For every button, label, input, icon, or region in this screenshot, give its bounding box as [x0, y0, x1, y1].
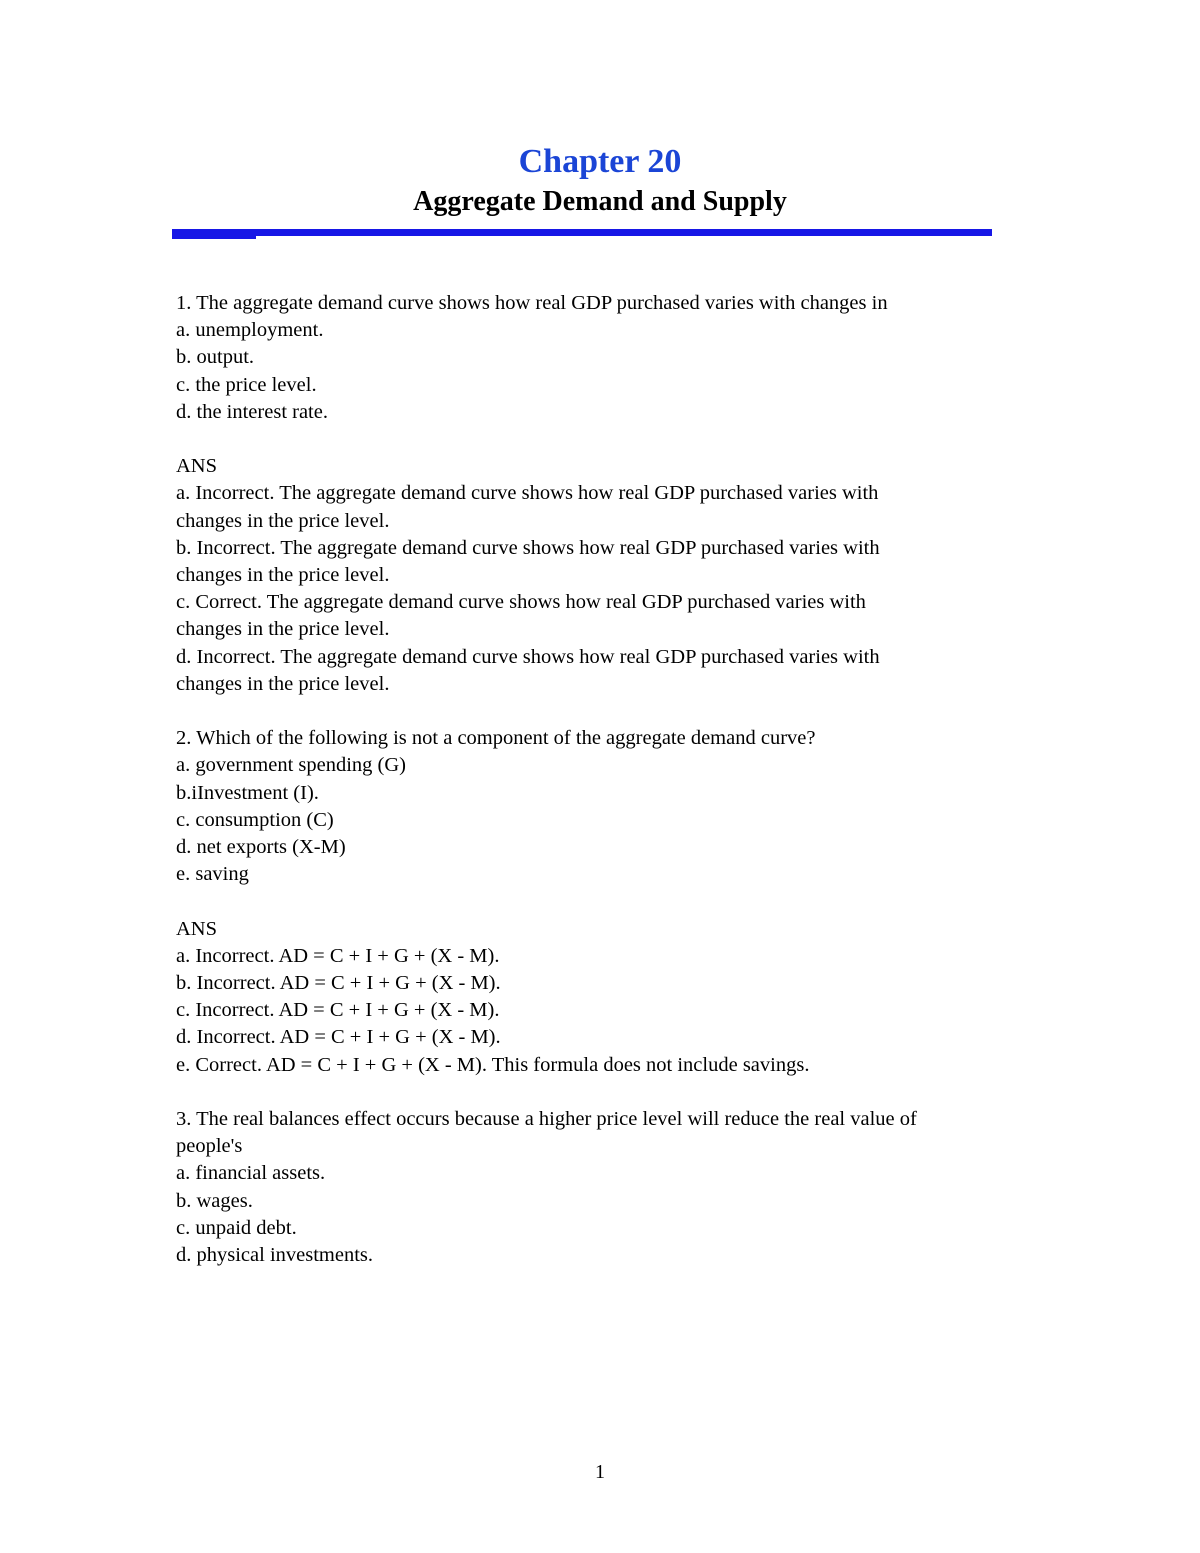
- answer-line: d. Incorrect. The aggregate demand curve shows how real GDP purchased varies with: [176, 645, 880, 668]
- answer-line: e. Correct. AD = C + I + G + (X - M). This formula does not include savings.: [176, 1053, 810, 1076]
- answer-line: b. Incorrect. The aggregate demand curve shows how real GDP purchased varies with: [176, 536, 880, 559]
- title-rule: [172, 229, 992, 236]
- answer-line: changes in the price level.: [176, 564, 390, 587]
- question-stem: 1. The aggregate demand curve shows how real GDP purchased varies with changes in: [176, 292, 888, 314]
- question-stem: 3. The real balances effect occurs because a higher price level will reduce the real value of: [176, 1108, 917, 1131]
- answer-heading: ANS: [176, 917, 218, 940]
- document-body: [176, 290, 1016, 1269]
- option: d. net exports (X-M): [176, 836, 346, 859]
- option: a. financial assets.: [176, 1162, 326, 1185]
- answer-line: c. Correct. The aggregate demand curve shows how real GDP purchased varies with: [176, 591, 866, 614]
- option: b. wages.: [176, 1189, 253, 1212]
- option: b.iInvestment (I).: [176, 781, 319, 804]
- chapter-subtitle: Aggregate Demand and Supply: [413, 186, 787, 217]
- answer-line: a. Incorrect. The aggregate demand curve shows how real GDP purchased varies with: [176, 482, 879, 505]
- option: c. unpaid debt.: [176, 1216, 297, 1239]
- option: d. physical investments.: [176, 1244, 374, 1267]
- option: a. government spending (G): [176, 754, 406, 777]
- option: b. output.: [176, 346, 255, 369]
- question-stem: 2. Which of the following is not a component of the aggregate demand curve?: [176, 727, 816, 750]
- answer-line: d. Incorrect. AD = C + I + G + (X - M).: [176, 1026, 501, 1049]
- question-1: [176, 290, 1016, 698]
- question-3: [176, 1106, 1016, 1269]
- answer-line: c. Incorrect. AD = C + I + G + (X - M).: [176, 999, 500, 1022]
- answer-line: changes in the price level.: [176, 509, 390, 532]
- answer-line: changes in the price level.: [176, 618, 390, 641]
- page-number: 1: [595, 1461, 605, 1483]
- option: a. unemployment.: [176, 319, 324, 342]
- chapter-title: Chapter 20: [518, 143, 682, 180]
- option: c. consumption (C): [176, 808, 334, 831]
- question-2: [176, 725, 1016, 1079]
- title-rule-accent: [172, 236, 256, 239]
- option: c. the price level.: [176, 373, 317, 396]
- answer-line: a. Incorrect. AD = C + I + G + (X - M).: [176, 944, 500, 967]
- answer-heading: ANS: [176, 455, 218, 478]
- option: d. the interest rate.: [176, 400, 328, 423]
- answer-line: b. Incorrect. AD = C + I + G + (X - M).: [176, 972, 501, 995]
- option: e. saving: [176, 863, 249, 886]
- answer-line: changes in the price level.: [176, 672, 390, 695]
- question-stem-continued: people's: [176, 1135, 243, 1158]
